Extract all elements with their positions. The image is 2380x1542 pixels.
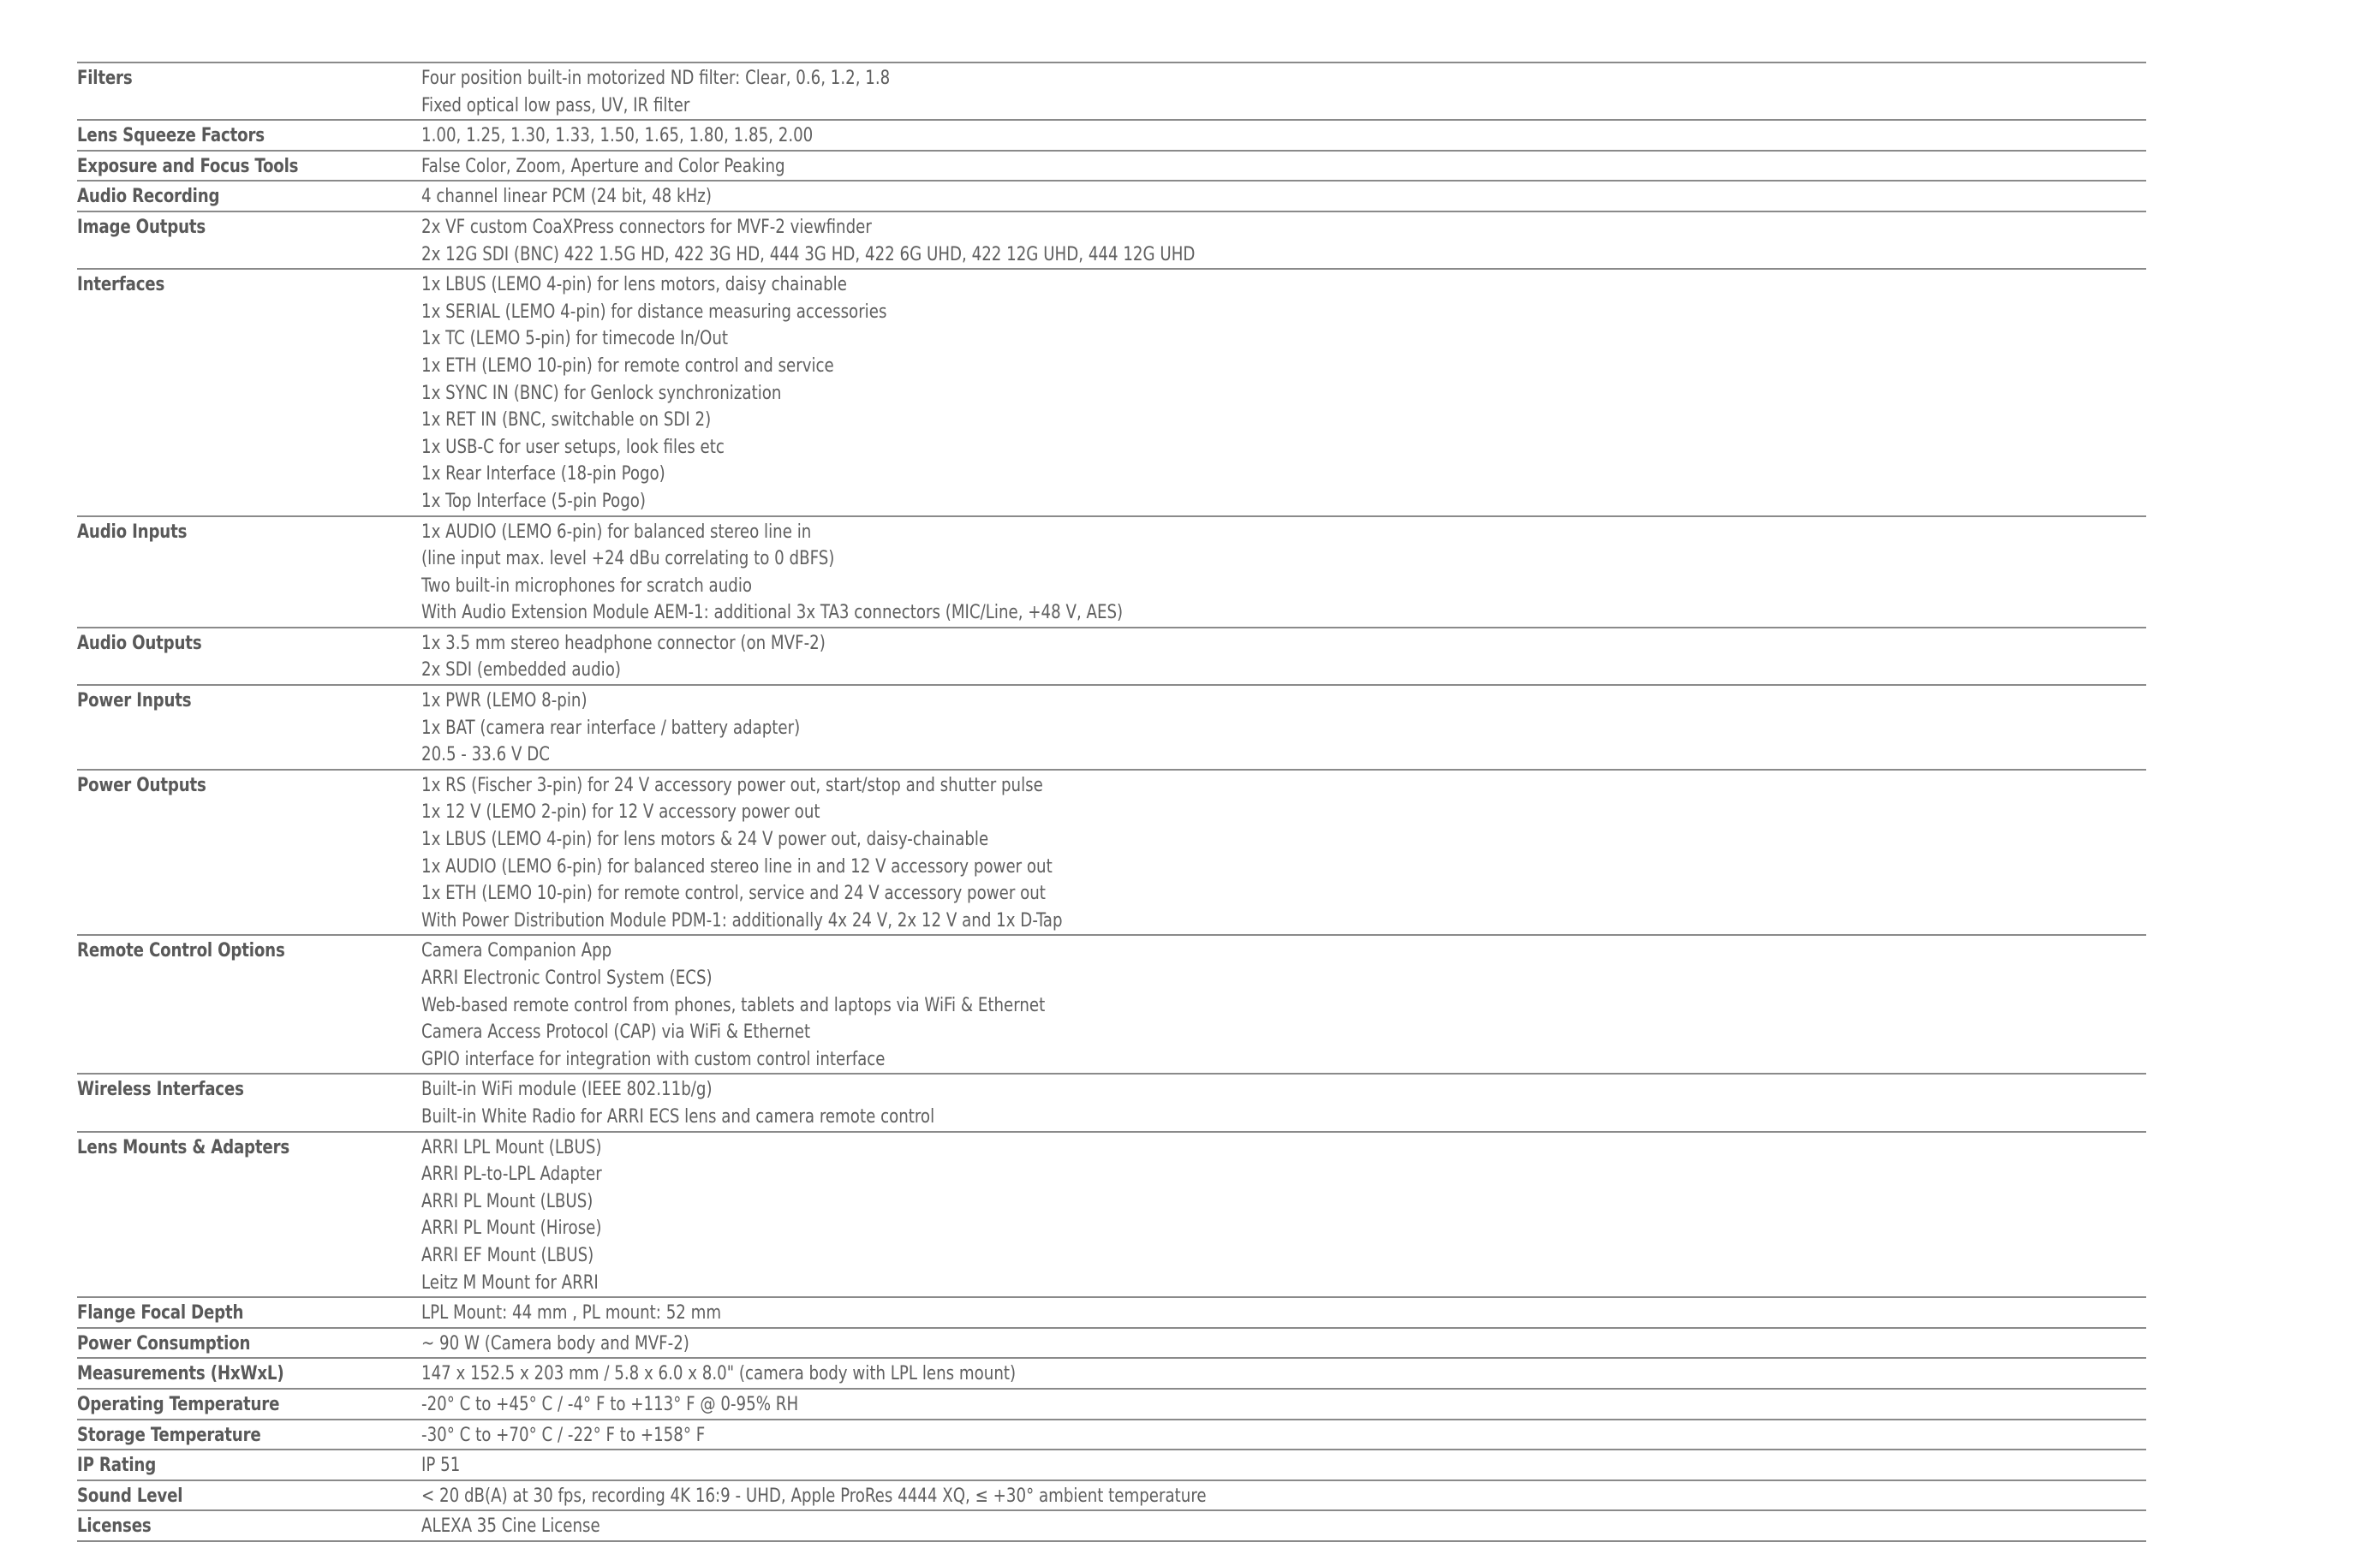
spec-value-line: Web-based remote control from phones, tablets and laptops via WiFi & Ethernet: [421, 994, 1046, 1016]
spec-values: [421, 1513, 2146, 1540]
spec-values: [421, 519, 2146, 627]
spec-value-line: 1x USB-C for user setups, look files etc: [421, 436, 725, 458]
spec-row: [77, 1450, 2146, 1481]
spec-value-line: 1x Rear Interface (18-pin Pogo): [421, 463, 665, 485]
spec-value-line: IP 51: [421, 1455, 461, 1477]
spec-value-line: -30° C to +70° C / -22° F to +158° F: [421, 1424, 706, 1446]
spec-label: Measurements (HxWxL): [77, 1363, 284, 1385]
spec-value-line: 1x PWR (LEMO 8-pin): [421, 690, 588, 712]
spec-label: Licenses: [77, 1515, 152, 1538]
spec-label: Power Inputs: [77, 690, 192, 712]
spec-values: [421, 65, 2146, 119]
spec-label: Power Outputs: [77, 774, 206, 796]
spec-row: [77, 1298, 2146, 1329]
spec-row: [77, 270, 2146, 516]
spec-label: Audio Recording: [77, 186, 220, 208]
spec-values: [421, 153, 2146, 181]
spec-value-line: 2x 12G SDI (BNC) 422 1.5G HD, 422 3G HD, 444 3G HD, 422 6G UHD, 422 12G UHD, 444 12G UHD: [421, 243, 1196, 265]
spec-values: [421, 772, 2146, 935]
spec-values: [421, 1422, 2146, 1450]
spec-label: Audio Inputs: [77, 521, 188, 543]
spec-value-line: 1x ETH (LEMO 10-pin) for remote control, service and 24 V accessory power out: [421, 883, 1046, 905]
spec-label: Image Outputs: [77, 216, 206, 238]
spec-values: [421, 1391, 2146, 1419]
spec-values: [421, 1483, 2146, 1510]
spec-value-line: 2x VF custom CoaXPress connectors for MVF-2 viewfinder: [421, 216, 872, 238]
spec-values: [421, 271, 2146, 515]
spec-value-line: 147 x 152.5 x 203 mm / 5.8 x 6.0 x 8.0" (camera body with LPL lens mount): [421, 1363, 1017, 1385]
spec-value-line: Camera Companion App: [421, 940, 612, 962]
spec-label: Sound Level: [77, 1485, 183, 1507]
spec-value-line: GPIO interface for integration with custom control interface: [421, 1048, 886, 1070]
spec-label: Wireless Interfaces: [77, 1079, 244, 1101]
spec-values: [421, 1300, 2146, 1327]
spec-row: [77, 1511, 2146, 1542]
spec-row: [77, 1133, 2146, 1299]
spec-label: Audio Outputs: [77, 632, 202, 654]
spec-value-line: Built-in WiFi module (IEEE 802.11b/g): [421, 1079, 713, 1101]
spec-value-line: ARRI LPL Mount (LBUS): [421, 1136, 602, 1158]
spec-value-line: 1x AUDIO (LEMO 6-pin) for balanced stereo line in: [421, 521, 812, 543]
spec-value-line: 1.00, 1.25, 1.30, 1.33, 1.50, 1.65, 1.80, 1.85, 2.00: [421, 125, 814, 147]
spec-value-line: 1x SERIAL (LEMO 4-pin) for distance measuring accessories: [421, 301, 887, 323]
spec-value-line: 20.5 - 33.6 V DC: [421, 744, 550, 766]
spec-value-line: 4 channel linear PCM (24 bit, 48 kHz): [421, 186, 712, 208]
spec-value-line: With Power Distribution Module PDM-1: additionally 4x 24 V, 2x 12 V and 1x D-Tap: [421, 909, 1063, 932]
spec-value-line: 1x BAT (camera rear interface / battery adapter): [421, 717, 801, 739]
spec-label: Filters: [77, 68, 133, 89]
spec-row: [77, 63, 2146, 121]
spec-value-line: Fixed optical low pass, UV, IR filter: [421, 94, 690, 116]
spec-value-line: 1x 3.5 mm stereo headphone connector (on MVF-2): [421, 632, 826, 654]
spec-values: [421, 1360, 2146, 1388]
spec-values: [421, 183, 2146, 211]
spec-value-line: 1x SYNC IN (BNC) for Genlock synchronization: [421, 382, 782, 404]
spec-value-line: 1x Top Interface (5-pin Pogo): [421, 490, 647, 512]
spec-values: [421, 122, 2146, 150]
spec-value-line: ~ 90 W (Camera body and MVF-2): [421, 1332, 689, 1354]
spec-value-line: Built-in White Radio for ARRI ECS lens and camera remote control: [421, 1105, 935, 1128]
spec-values: [421, 1331, 2146, 1358]
spec-label: Operating Temperature: [77, 1393, 280, 1415]
spec-row: [77, 1481, 2146, 1512]
spec-value-line: 1x TC (LEMO 5-pin) for timecode In/Out: [421, 328, 729, 350]
spec-values: [421, 1076, 2146, 1130]
spec-row: [77, 1420, 2146, 1451]
spec-label: IP Rating: [77, 1455, 157, 1477]
spec-row: [77, 212, 2146, 270]
spec-values: [421, 630, 2146, 684]
spec-label: Storage Temperature: [77, 1424, 261, 1446]
spec-value-line: Four position built-in motorized ND filter: Clear, 0.6, 1.2, 1.8: [421, 68, 891, 89]
spec-label: Interfaces: [77, 274, 165, 296]
spec-row: [77, 1359, 2146, 1390]
spec-row: [77, 628, 2146, 686]
spec-label: Exposure and Focus Tools: [77, 155, 299, 177]
spec-value-line: ARRI Electronic Control System (ECS): [421, 967, 713, 989]
spec-values: [421, 938, 2146, 1073]
spec-value-line: Camera Access Protocol (CAP) via WiFi & Ethernet: [421, 1021, 811, 1044]
spec-value-line: < 20 dB(A) at 30 fps, recording 4K 16:9 - UHD, Apple ProRes 4444 XQ, ≤ +30° ambient temperature: [421, 1485, 1207, 1507]
spec-value-line: ARRI PL Mount (LBUS): [421, 1190, 594, 1212]
spec-row: [77, 517, 2146, 628]
spec-values: [421, 1452, 2146, 1479]
spec-value-line: 1x AUDIO (LEMO 6-pin) for balanced stereo line in and 12 V accessory power out: [421, 855, 1053, 878]
spec-values: [421, 214, 2146, 268]
spec-value-line: 1x LBUS (LEMO 4-pin) for lens motors & 24 V power out, daisy-chainable: [421, 829, 989, 851]
spec-values: [421, 688, 2146, 769]
spec-row: [77, 771, 2146, 937]
spec-value-line: With Audio Extension Module AEM-1: additional 3x TA3 connectors (MIC/Line, +48 V, AES): [421, 602, 1124, 624]
spec-value-line: ARRI EF Mount (LBUS): [421, 1244, 594, 1266]
spec-row: [77, 936, 2146, 1075]
spec-value-line: 1x ETH (LEMO 10-pin) for remote control and service: [421, 354, 834, 377]
spec-row: [77, 182, 2146, 212]
spec-value-line: Leitz M Mount for ARRI: [421, 1271, 599, 1294]
spec-label: Remote Control Options: [77, 940, 285, 962]
spec-values: [421, 1134, 2146, 1297]
spec-value-line: 1x LBUS (LEMO 4-pin) for lens motors, daisy chainable: [421, 274, 847, 296]
spec-value-line: 1x RET IN (BNC, switchable on SDI 2): [421, 409, 712, 432]
spec-value-line: 1x RS (Fischer 3-pin) for 24 V accessory power out, start/stop and shutter pulse: [421, 774, 1043, 796]
spec-table: [77, 62, 2146, 1542]
spec-label: Lens Mounts & Adapters: [77, 1136, 290, 1158]
spec-row: [77, 152, 2146, 182]
spec-value-line: -20° C to +45° C / -4° F to +113° F @ 0-95% RH: [421, 1393, 799, 1415]
spec-value-line: 2x SDI (embedded audio): [421, 659, 621, 682]
spec-value-line: Two built-in microphones for scratch audio: [421, 575, 753, 597]
spec-row: [77, 1075, 2146, 1132]
spec-label: Power Consumption: [77, 1332, 251, 1354]
spec-value-line: 1x 12 V (LEMO 2-pin) for 12 V accessory power out: [421, 801, 820, 824]
spec-value-line: ALEXA 35 Cine License: [421, 1515, 600, 1538]
spec-row: [77, 686, 2146, 771]
spec-row: [77, 1329, 2146, 1360]
spec-value-line: ARRI PL Mount (Hirose): [421, 1218, 602, 1240]
spec-value-line: (line input max. level +24 dBu correlating to 0 dBFS): [421, 548, 835, 570]
spec-value-line: LPL Mount: 44 mm , PL mount: 52 mm: [421, 1302, 722, 1325]
spec-value-line: False Color, Zoom, Aperture and Color Peaking: [421, 155, 785, 177]
spec-row: [77, 121, 2146, 152]
spec-row: [77, 1390, 2146, 1420]
spec-label: Flange Focal Depth: [77, 1302, 244, 1325]
spec-value-line: ARRI PL-to-LPL Adapter: [421, 1164, 602, 1186]
spec-label: Lens Squeeze Factors: [77, 125, 265, 147]
